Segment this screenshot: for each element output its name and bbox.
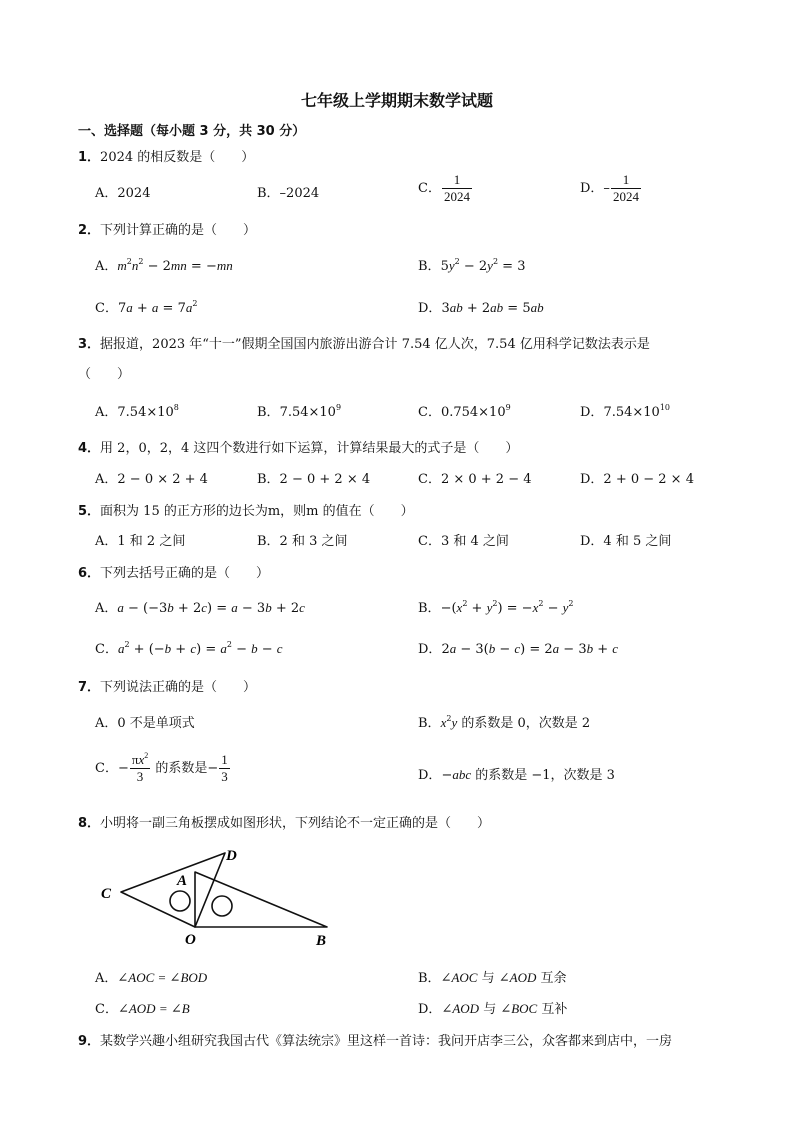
fraction: $\frac{\pi x^2}{3}$ bbox=[131, 751, 149, 784]
q7-option-c: C．− $\frac{\pi x^2}{3}$ 的系数是− $\frac{1}{3}$ bbox=[95, 751, 228, 784]
q1-option-d bbox=[580, 172, 642, 205]
option-label: B． bbox=[418, 601, 441, 616]
option-expression: ∠AOD bbox=[441, 1001, 480, 1016]
q1-option-a: A．2024 bbox=[95, 186, 151, 201]
q8-option-c bbox=[95, 998, 190, 1017]
question-number: 5． bbox=[78, 504, 101, 519]
question-9 bbox=[78, 1030, 672, 1049]
question-number: 1． bbox=[78, 150, 101, 165]
q5-option-b: B．2 和 3 之间 bbox=[257, 534, 348, 549]
option-label: B． bbox=[418, 259, 441, 274]
option-text: 的系数是 bbox=[151, 761, 208, 776]
q3-option-d: D．$7.54\times 10^{10}$ bbox=[580, 403, 671, 420]
question-stem: 下列说法正确的是（ ） bbox=[100, 680, 257, 695]
option-label: D． bbox=[418, 642, 442, 657]
q5-option-d: D．4 和 5 之间 bbox=[580, 534, 672, 549]
question-stem: 据报道，2023 年“十一”假期全国国内旅游出游合计 7.54 亿人次，7.54 亿用科学记数法表示是 bbox=[100, 337, 650, 352]
option-label: B． bbox=[257, 405, 280, 420]
section-heading: 一、选择题（每小题 3 分，共 30 分） bbox=[78, 124, 306, 139]
option-label: A． bbox=[95, 971, 118, 986]
q4-option-b: B．2 − 0 + 2 × 4 bbox=[257, 472, 371, 487]
option-label: C． bbox=[95, 761, 118, 776]
q6-option-b: B．$-(x^2 + y^2) = -x^2 - y^2$ bbox=[418, 599, 574, 616]
option-label: B． bbox=[418, 971, 441, 986]
q7-option-b: B．$x^2y$ 的系数是 0，次数是 2 bbox=[418, 714, 591, 731]
fraction bbox=[442, 172, 472, 205]
q3-option-a: A．$7.54\times 10^8$ bbox=[95, 403, 179, 420]
question-stem: 下列去括号正确的是（ ） bbox=[100, 566, 270, 581]
question-6 bbox=[78, 562, 269, 581]
question-number: 4． bbox=[78, 441, 101, 456]
option-expression: ∠AOC = ∠BOD bbox=[117, 970, 208, 985]
q8-option-d bbox=[418, 998, 567, 1017]
question-1 bbox=[78, 146, 254, 165]
option-label: D． bbox=[580, 405, 604, 420]
question-3-blank: （ ） bbox=[78, 367, 131, 382]
q2-option-d: D．3ab + 2ab = 5ab bbox=[418, 300, 544, 316]
question-stem: 小明将一副三角板摆成如图形状，下列结论不一定正确的是（ ） bbox=[100, 816, 491, 831]
label-d: D bbox=[226, 848, 237, 864]
q4-option-c: C．2 × 0 + 2 − 4 bbox=[418, 472, 532, 487]
option-text: 与 bbox=[479, 1002, 501, 1017]
option-label: D． bbox=[418, 301, 442, 316]
question-5 bbox=[78, 500, 414, 519]
option-label: C． bbox=[418, 181, 441, 196]
question-stem: 用 2，0，2，4 这四个数进行如下运算，计算结果最大的式子是（ ） bbox=[100, 441, 519, 456]
fraction bbox=[611, 172, 641, 205]
q8-option-b bbox=[418, 967, 567, 986]
option-expression: ∠BOC bbox=[500, 1001, 538, 1016]
q4-option-a: A．2 − 0 × 2 + 4 bbox=[95, 472, 208, 487]
q3-option-b: B．$7.54\times 10^9$ bbox=[257, 403, 342, 420]
option-label: B． bbox=[418, 716, 441, 731]
option-label: A． bbox=[95, 601, 118, 616]
page-title: 七年级上学期期末数学试题 bbox=[300, 91, 493, 110]
q2-option-b: B．$5y^2 - 2y^2 = 3$ bbox=[418, 257, 526, 274]
label-a: A bbox=[177, 873, 188, 889]
q7-option-a: A．0 不是单项式 bbox=[95, 716, 195, 731]
option-label: C． bbox=[95, 1002, 118, 1017]
option-expression: ∠AOD bbox=[498, 970, 537, 985]
numerator: 1 bbox=[611, 172, 641, 189]
option-label: D． bbox=[418, 768, 442, 783]
q2-option-c: C．$7a + a = 7a^2$ bbox=[95, 299, 198, 316]
question-number: 9． bbox=[78, 1034, 101, 1049]
label-c: C bbox=[101, 886, 112, 902]
question-4 bbox=[78, 437, 518, 456]
circle-left bbox=[170, 891, 190, 911]
option-label: D．– bbox=[580, 181, 610, 196]
fraction: $\frac{1}{3}$ bbox=[221, 752, 228, 784]
question-3 bbox=[78, 333, 650, 352]
option-label: C． bbox=[418, 405, 441, 420]
question-number: 8． bbox=[78, 816, 101, 831]
option-label: A． bbox=[95, 259, 118, 274]
option-label: D． bbox=[418, 1002, 442, 1017]
question-stem: 某数学兴趣小组研究我国古代《算法统宗》里这样一首诗：我问开店李三公，众客都来到店中，一房 bbox=[100, 1034, 673, 1049]
label-b: B bbox=[316, 933, 327, 949]
q6-option-a: A．a − (−3b + 2c) = a − 3b + 2c bbox=[95, 600, 305, 616]
q6-option-c: C．$a^2 + (-b + c) = a^2 - b - c$ bbox=[95, 640, 283, 657]
option-label: C． bbox=[95, 301, 118, 316]
numerator: 1 bbox=[442, 172, 472, 189]
question-7 bbox=[78, 676, 256, 695]
circle-right bbox=[212, 896, 232, 916]
option-expression: ∠AOD = ∠B bbox=[117, 1001, 190, 1016]
q8-option-a bbox=[95, 967, 207, 986]
option-text: 与 bbox=[477, 971, 499, 986]
label-o: O bbox=[185, 932, 196, 948]
triangle-figure bbox=[95, 842, 345, 950]
question-number: 2． bbox=[78, 223, 101, 238]
q4-option-d: D．2 + 0 − 2 × 4 bbox=[580, 472, 694, 487]
q3-option-c: C．$0.754\times 10^9$ bbox=[418, 403, 511, 420]
option-expression: ∠AOC bbox=[440, 970, 478, 985]
denominator: 2024 bbox=[612, 189, 639, 204]
option-label: C． bbox=[95, 642, 118, 657]
question-number: 7． bbox=[78, 680, 101, 695]
option-text: 的系数是 0，次数是 2 bbox=[457, 716, 591, 731]
q5-option-c: C．3 和 4 之间 bbox=[418, 534, 509, 549]
option-text: 互补 bbox=[537, 1002, 568, 1017]
q1-option-b: B．–2024 bbox=[257, 186, 320, 201]
option-text: 的系数是 −1，次数是 3 bbox=[471, 768, 615, 783]
question-2 bbox=[78, 219, 256, 238]
question-stem: 下列计算正确的是（ ） bbox=[100, 223, 257, 238]
q6-option-d: D．2a − 3(b − c) = 2a − 3b + c bbox=[418, 641, 619, 657]
triangle-cod bbox=[121, 853, 225, 927]
question-number: 6． bbox=[78, 566, 101, 581]
denominator: 2024 bbox=[443, 189, 470, 204]
question-stem: 2024 的相反数是（ ） bbox=[100, 150, 255, 165]
question-stem: 面积为 15 的正方形的边长为m，则m 的值在（ ） bbox=[100, 504, 414, 519]
question-number: 3． bbox=[78, 337, 101, 352]
q5-option-a: A．1 和 2 之间 bbox=[95, 534, 186, 549]
option-text: 互余 bbox=[536, 971, 567, 986]
option-label: A． bbox=[95, 405, 118, 420]
q2-option-a: A．$m^2n^2 - 2mn = -mn$ bbox=[95, 257, 233, 274]
q7-option-d: D．−abc 的系数是 −1，次数是 3 bbox=[418, 767, 615, 783]
q1-option-c bbox=[418, 172, 473, 205]
question-8 bbox=[78, 812, 490, 831]
